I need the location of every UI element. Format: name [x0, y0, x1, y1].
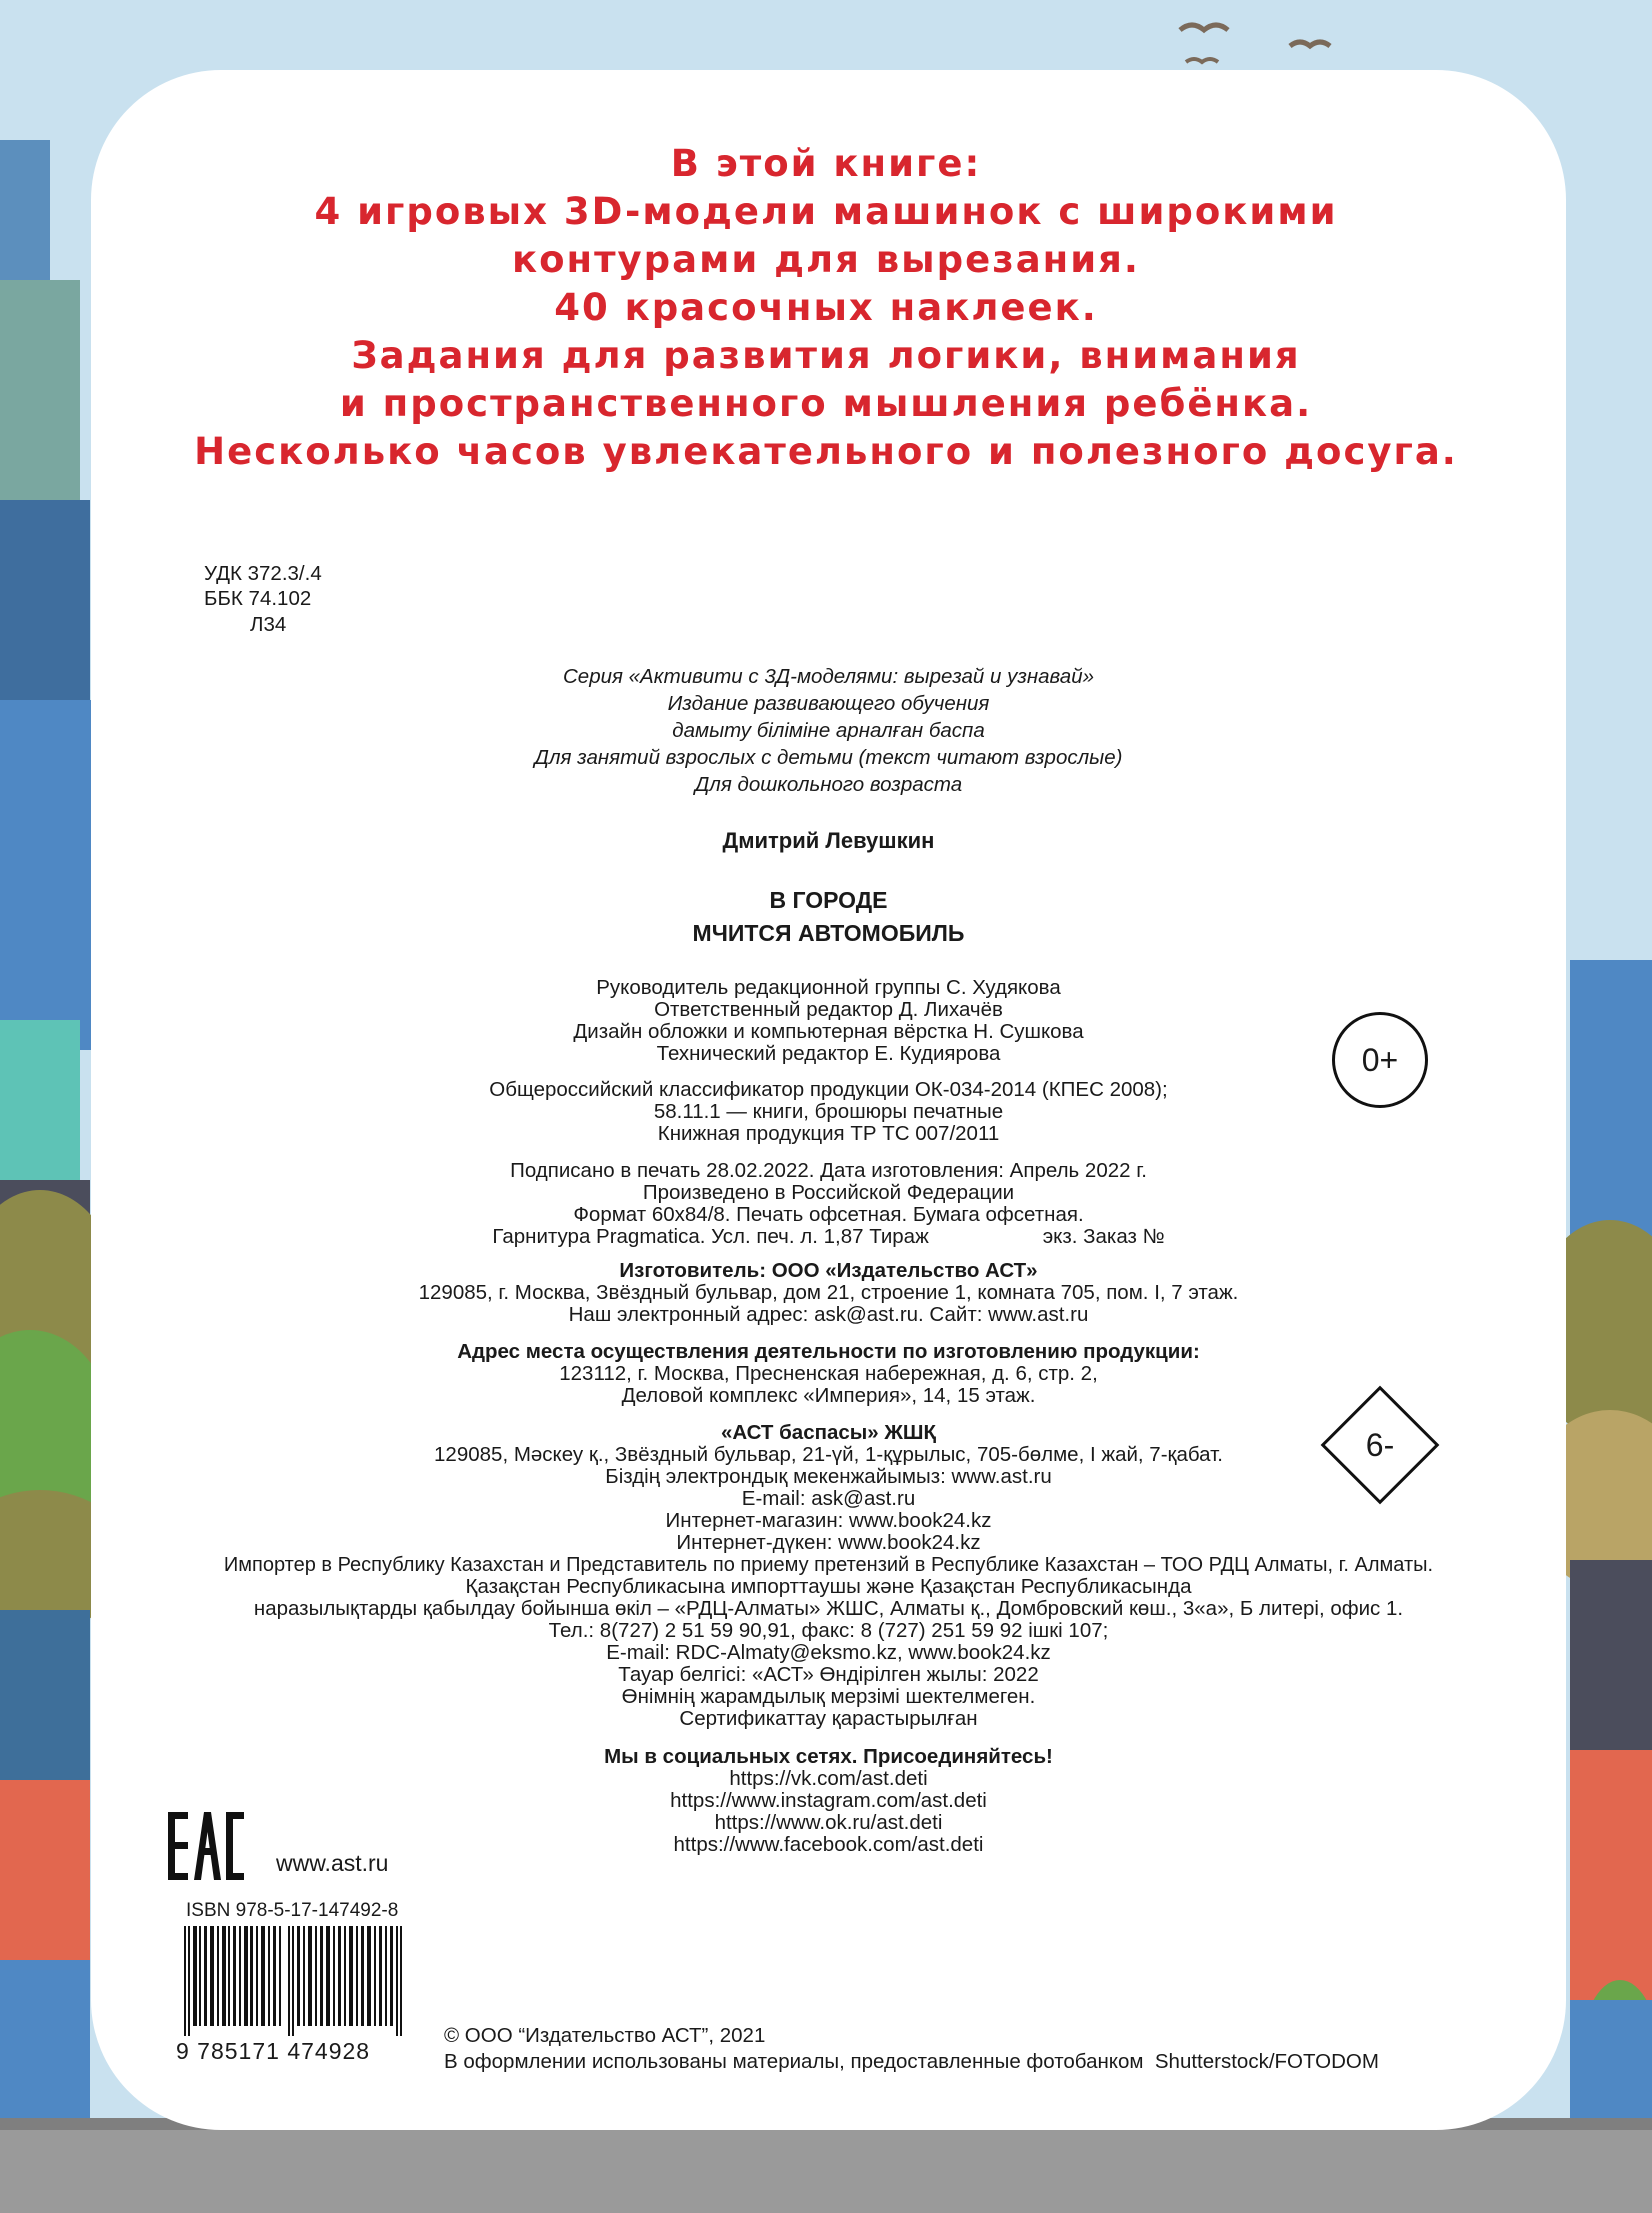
production-address-line: 123112, г. Москва, Пресненская набережная, д. 6, стр. 2,: [559, 1362, 1098, 1385]
social-link-instagram[interactable]: https://www.instagram.com/ast.deti: [670, 1789, 987, 1812]
print-info-line: Подписано в печать 28.02.2022. Дата изготовления: Апрель 2022 г.: [510, 1159, 1147, 1182]
isbn-label: ISBN 978-5-17-147492-8: [186, 1900, 399, 1921]
kazakh-line: Сертификаттау қарастырылған: [679, 1707, 978, 1730]
kazakh-line: Біздің электрондық мекенжайымыз: www.ast.ru: [605, 1465, 1052, 1488]
social-link-vk[interactable]: https://vk.com/ast.deti: [729, 1767, 928, 1790]
copyright-line: © ООО “Издательство АСТ”, 2021: [444, 2024, 766, 2047]
kazakh-line: Тел.: 8(727) 2 51 59 90,91, факс: 8 (727) 251 59 92 ішкі 107;: [548, 1619, 1109, 1642]
kazakh-line: Импортер в Республику Казахстан и Представитель по приему претензий в Республике Казахстан – ТОО РДЦ Алматы, г. Алматы.: [223, 1554, 1434, 1576]
kazakh-publisher-heading: «АСТ баспасы» ЖШҚ: [720, 1421, 937, 1444]
kazakh-line: Тауар белгісі: «АСТ» Өндірілген жылы: 2022: [618, 1663, 1039, 1686]
barcode-icon: [184, 1926, 406, 2036]
manufacturer-heading: Изготовитель: ООО «Издательство АСТ»: [619, 1259, 1038, 1282]
kazakh-line: Интернет-дүкен: www.book24.kz: [676, 1531, 981, 1554]
kazakh-line: E-mail: ask@ast.ru: [741, 1487, 916, 1510]
kazakh-line: Өнімнің жарамдылық мерзімі шектелмеген.: [621, 1685, 1036, 1708]
book-title-line: В ГОРОДЕ: [769, 887, 888, 913]
headline-line: и пространственного мышления ребёнка.: [339, 382, 1313, 425]
print-info-line: Произведено в Российской Федерации: [642, 1181, 1015, 1204]
credit-line: Технический редактор Е. Кудиярова: [656, 1042, 1001, 1065]
headline-line: контурами для вырезания.: [511, 238, 1140, 281]
author-name: Дмитрий Левушкин: [722, 828, 935, 853]
production-address-line: Деловой комплекс «Империя», 14, 15 этаж.: [621, 1384, 1036, 1407]
series-line: Издание развивающего обучения: [667, 692, 990, 715]
kazakh-line: Қазақстан Республикасына импорттаушы және Қазақстан Республикасында: [465, 1575, 1192, 1598]
credit-line: Руководитель редакционной группы С. Худякова: [596, 976, 1061, 999]
headline-line: 4 игровых 3D-модели машинок с широкими: [314, 190, 1338, 233]
manufacturer-line: Наш электронный адрес: ask@ast.ru. Сайт: www.ast.ru: [568, 1303, 1089, 1326]
age-diamond-text: 6-: [1365, 1426, 1395, 1463]
social-link-ok[interactable]: https://www.ok.ru/ast.deti: [714, 1811, 943, 1834]
bbk-code: ББК 74.102: [204, 587, 312, 610]
classifier-line: Общероссийский классификатор продукции ОК-034-2014 (КПЕС 2008);: [489, 1078, 1168, 1101]
series-line: дамыту біліміне арналған баспа: [672, 719, 985, 742]
author-mark: Л34: [250, 613, 287, 636]
series-line: Для дошкольного возраста: [694, 773, 963, 796]
manufacturer-line: 129085, г. Москва, Звёздный бульвар, дом 21, строение 1, комната 705, пом. I, 7 этаж.: [418, 1281, 1239, 1304]
book-title-line: МЧИТСЯ АВТОМОБИЛЬ: [692, 920, 965, 946]
kazakh-line: 129085, Мәскеу қ., Звёздный бульвар, 21-үй, 1-құрылыс, 705-бөлме, I жай, 7-қабат.: [434, 1443, 1223, 1466]
print-info-line: Формат 60х84/8. Печать офсетная. Бумага офсетная.: [573, 1203, 1084, 1226]
series-line: Серия «Активити с 3Д-моделями: вырезай и узнавай»: [562, 665, 1095, 688]
headline-line: Несколько часов увлекательного и полезного досуга.: [194, 430, 1458, 473]
social-link-facebook[interactable]: https://www.facebook.com/ast.deti: [673, 1833, 984, 1856]
kazakh-line: E-mail: RDC-Almaty@eksmo.kz, www.book24.kz: [606, 1641, 1051, 1664]
credit-line: Ответственный редактор Д. Лихачёв: [654, 998, 1003, 1021]
classifier-line: Книжная продукция ТР ТС 007/2011: [657, 1122, 1000, 1145]
barcode-number: 9 785171 474928: [176, 2038, 371, 2064]
credit-line: Дизайн обложки и компьютерная вёрстка Н. Сушкова: [573, 1020, 1084, 1043]
production-address-heading: Адрес места осуществления деятельности по изготовлению продукции:: [457, 1340, 1200, 1363]
classifier-line: 58.11.1 — книги, брошюры печатные: [653, 1100, 1004, 1123]
print-info-line: Гарнитура Pragmatica. Усл. печ. л. 1,87 Тираж экз. Заказ №: [492, 1225, 1165, 1248]
photo-credit-line: В оформлении использованы материалы, предоставленные фотобанком Shutterstock/FOTODOM: [444, 2050, 1379, 2073]
kazakh-line: наразылықтарды қабылдау бойынша өкіл – «РДЦ-Алматы» ЖШС, Алматы қ., Домбровский көш., 3«а», Б литері, офис 1.: [253, 1597, 1404, 1620]
headline-line: Задания для развития логики, внимания: [351, 334, 1301, 377]
age-rating-badge: [1332, 1012, 1428, 1108]
series-line: Для занятий взрослых с детьми (текст читают взрослые): [534, 746, 1123, 769]
website-url: www.ast.ru: [276, 1850, 389, 1876]
age-diamond-badge: [1320, 1385, 1440, 1505]
udk-code: УДК 372.3/.4: [204, 562, 322, 585]
kazakh-line: Интернет-магазин: www.book24.kz: [665, 1509, 992, 1532]
headline-line: 40 красочных наклеек.: [554, 286, 1098, 329]
headline-line: В этой книге:: [670, 142, 982, 185]
social-heading: Мы в социальных сетях. Присоединяйтесь!: [604, 1745, 1053, 1768]
age-rating-text: 0+: [1361, 1041, 1399, 1078]
eac-logo-icon: [168, 1812, 244, 1880]
